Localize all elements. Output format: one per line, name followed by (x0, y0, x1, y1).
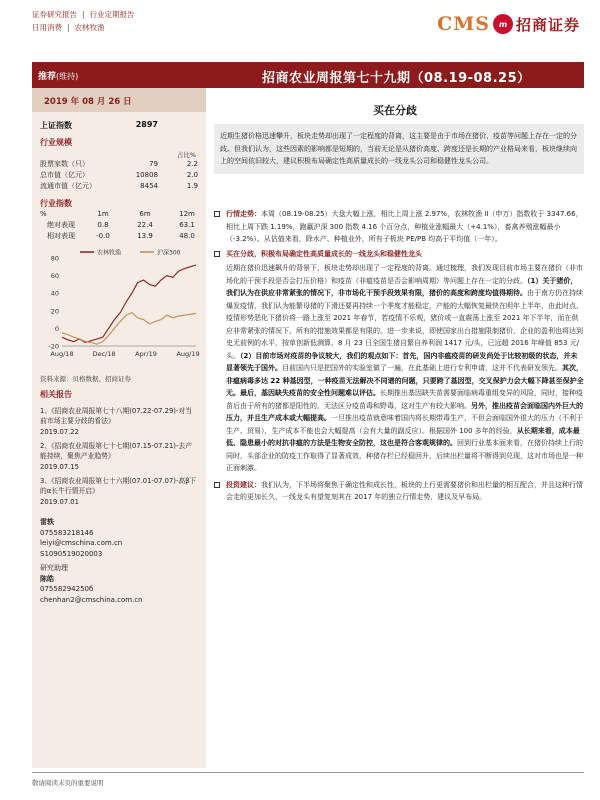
y-tick-label: 60 (50, 272, 59, 281)
tag-periodic-report: 行业定期报告 (89, 10, 135, 19)
logo-seal-icon: m (493, 14, 513, 34)
share-header: 占比% (176, 151, 196, 159)
related-report-link[interactable]: 1、《招商农业周报第七十八期(07.22-07.29)-对当前市场主要分歧的看法》 2019.07.22 (40, 407, 193, 436)
report-title: 招商农业周报第七十九期（08.19-08.25） (262, 71, 531, 86)
index-chart (40, 246, 200, 366)
y-tick-label: 80 (50, 254, 59, 263)
trend-bullet: 行情走势：本周（08.19-08.25）大盘大幅上涨，相比上周上涨 2.97%，农林牧渔 II（申万）指数收于 3347.66，相比上周下跌 1.19%，跑赢沪深 300 指数 4.16 个百分点，种植业涨幅最大（+4.1%），畜禽养殖涨幅最小（-3.2%）。从估值来看，除水产、种植业外，所有子板块 PE/PB 均高于平均值（一年）。 (214, 208, 584, 246)
analyst-email[interactable]: leiyi@cmschina.com.cn (40, 539, 123, 547)
analyst-info (32, 507, 206, 605)
checkbox-bullet-icon (214, 211, 220, 217)
invest-bullet: 投资建议：我们认为，下半场将聚焦于确定性和成长性，板块的上行更需要猪价和出栏量的相互配合，并且这种行情会走的更加长久，一线龙头有望复刻其在 2017 年的独立行情走势，建议及早布局。 (214, 479, 584, 504)
analysis-paragraph: 近期在猪价迅速飙升的背景下，板块走势却出现了一定程度的背离。通过梳理，我们发现目前市场主要在猪价（非市场化的干预手段是否会打压价格）和疫苗（非瘟疫苗是否会影响周期）等问题上存在一定的分歧。（1）关于猪价，我们认为在供应非常紧张的情况下，非市场化干预手段效果有限，猪价的高度和跨度均值得期待。由于南方仍在持续爆发疫情，我们认为能繁母猪的下滑还要再持续一个季度才能稳定，产能的大幅恢复最快在明年上半年，由此时点，疫情形势恶化下猪价将一路上涨至 2021 年春节，若疫情不乐观，猪价或一直震荡上涨至 2021 年下半年，而在供应非常紧张的情况下，所有的措施效果都是有限的。进一步来说，即使国家出台措施限制猪价，企业的盈利也将达到史无前例的水平，按单创新低测算，8 月 23 日全国生猪自繁自养利润 1417 元/头，已远超 2016 年峰值 853 元/头。（2）目前市场对疫苗的争议较大，我们的观点如下：首先，国内非瘟疫苗的研发尚处于比较初级的状态，并未显著领先于国外。目前国内只是把国外的实验室做了一遍，在此基础上进行专利申请，这并不代表研发领先。其次，非瘟病毒多达 22 种基因型，一种疫苗无法解决不同谱的问题，只要跨了基因型，交叉保护力会大幅下降甚至保护全无。最后，基因缺失疫苗的安全性问题难以评估。长期推出基因缺失苗需要面临病毒重组变异的风险，同时，接种疫苗后由于所有的猪都是阳性的，无法区分疫苗毒和野毒，这对生产有较大影响。另外，推出疫苗会面临国内外巨大的压力，并且生产成本或大幅提高。一旦推出疫苗就意味着国内将长期带毒生产，不但会面临国外很大的压力（不利于生产、贸易），生产成本不能也会大幅提高（会有大量的副反应）。根据国外 100 多年的经验，从长期来看，成本最低、隐患最小的对抗非瘟的方法是生物安全防控，这也是符合客观规律的。回到行业基本面来看，在猪价持续上行的同时，头部企业的防疫工作取得了显著成效，种猪存栏已经稳回升，后续出栏量将不断得到兑现，这对市场也是一种正面刺激。 (226, 264, 584, 472)
report-date: 2019 年 08 月 26 日 (32, 88, 206, 112)
y-tick-label: 20 (50, 307, 59, 316)
assistant-name: 陈皓 (40, 574, 54, 583)
analyst-name: 雷轶 (40, 518, 54, 526)
checkbox-bullet-icon (214, 482, 220, 488)
summary-box: 近期生猪价格迅速攀升，板块走势却出现了一定程度的背离，这主要是由于市场在猪价、疫苗等问题上存在一定的分歧。但我们认为，这些因素的影响都是短期的，当前无论是从猪价高度、跨度还是长期的产业格局来看，板块继续向上的空间依旧较大，建议积极布局确定性高质量成长的一线龙头公司和稳健性龙头公司。 (214, 124, 584, 174)
footer-disclaimer: 敬请阅读末页的重要说明 (32, 772, 584, 787)
index-chart-svg (40, 246, 200, 366)
scale-row: 总市值（亿元） 10808 2.0 (40, 171, 198, 179)
checkbox-bullet-icon (214, 251, 220, 257)
scale-row: 流通市值（亿元） 8454 1.9 (40, 182, 198, 190)
analyst-phone: 075583218146 (40, 528, 94, 537)
legend-label: 沪深300 (157, 249, 181, 257)
legend-label: 农林牧渔 (97, 249, 122, 257)
rating: 推荐(维持) (38, 72, 79, 82)
y-tick-label: 0 (54, 324, 59, 333)
scale-row: 股票家数（只） 79 2.2 (40, 160, 198, 168)
y-tick-label: -20 (48, 342, 59, 351)
performance-title: 行业指数 (40, 199, 72, 208)
analyst-cert: S1090519020003 (40, 549, 103, 558)
title-bar (32, 62, 584, 88)
related-report-link[interactable]: 2、《招商农业周报第七十七期(07.15-07.21)-去产能持续，聚焦产业趋势》 2019.07.15 (40, 442, 193, 471)
x-tick-label: Dec/18 (92, 350, 116, 358)
highlight-bullet: 买在分歧，积极布局确定性高质量成长的一线龙头和稳健性龙头 (214, 248, 584, 261)
cms-logo: CMS m 招商证券 (437, 13, 580, 35)
assistant-email[interactable]: chenhan2@cmschina.com.cn (40, 595, 143, 604)
x-tick-label: Aug/18 (50, 350, 74, 358)
index-row: 上证指数 2897 (40, 120, 158, 130)
related-report-link[interactable]: 3、《招商农业周报第七十六期(07.01-07.07)-高β下的α长牛行情开启》 2019.07.01 (40, 477, 197, 506)
chart-source: 资料来源：贝格数据、招商证券 (40, 375, 131, 383)
related-reports (32, 400, 206, 507)
main-body (214, 208, 584, 506)
series-line-2 (62, 313, 196, 345)
assistant-role: 研究助理 (40, 564, 68, 572)
sidebar (32, 88, 206, 768)
performance-table: % 1m 6m 12m 绝对表现 0.8 22.4 63.1 相对表现 -0.0 13.9 48.0 (40, 210, 195, 240)
tag-sector: 日用消费 (32, 23, 62, 32)
related-reports-title: 相关报告 (40, 390, 72, 399)
y-tick-label: 40 (50, 289, 59, 298)
x-tick-label: Apr/19 (135, 350, 157, 358)
x-tick-label: Aug/19 (176, 350, 200, 358)
report-tags: 证券研究报告 | 行业定期报告 日用消费 | 农林牧渔 (32, 10, 135, 32)
industry-scale-title: 行业规模 (40, 138, 72, 147)
tag-subsector: 农林牧渔 (74, 23, 105, 32)
series-line-1 (62, 265, 196, 343)
assistant-phone: 07558294250б (40, 585, 94, 593)
report-subtitle: 买在分歧 (373, 104, 417, 117)
tag-research-report: 证券研究报告 (32, 10, 77, 19)
